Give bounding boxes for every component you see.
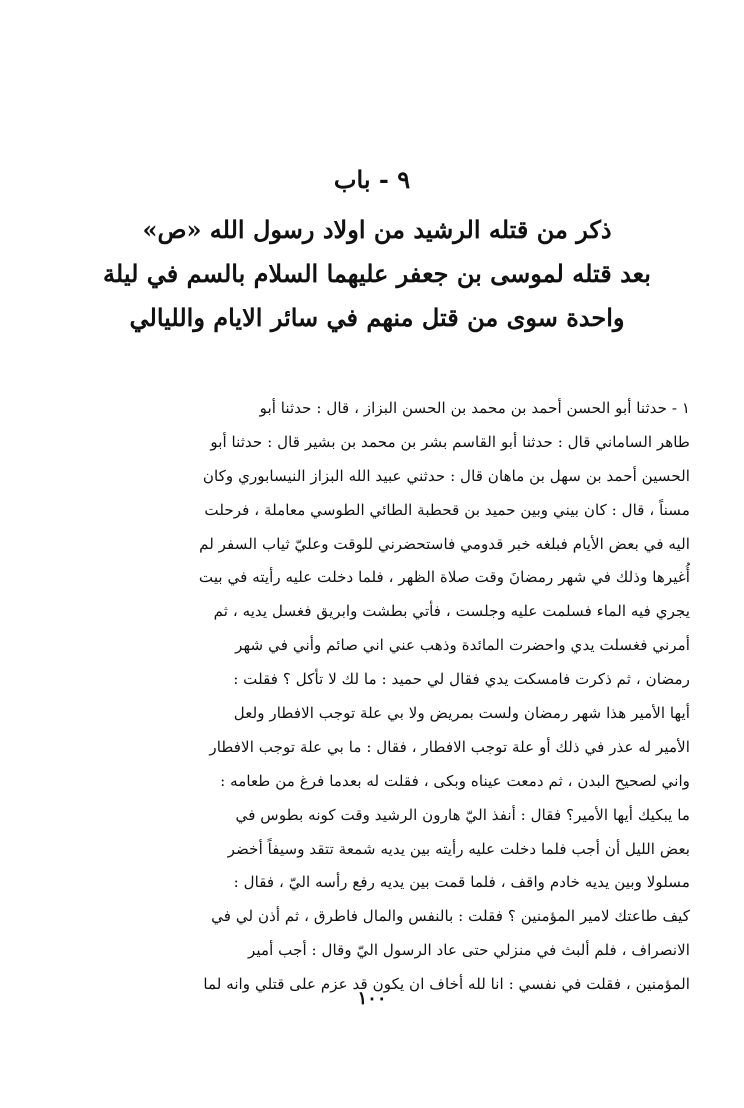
chapter-title-line: ذكر من قتله الرشيد من اولاد رسول الله «ص» [142, 215, 612, 244]
text-line: طاهر الساماني قال : حدثنا أبو القاسم بشر بن محمد بن بشير قال : حدثنا أبو [210, 432, 690, 451]
page-number: ١٠٠ [357, 988, 387, 1009]
text-line: مسناً ، قال : كان بيني وبين حميد بن قحطبة الطائي الطوسي معاملة ، فرحلت [204, 500, 690, 519]
text-line: أُغيرها وذلك في شهر رمضانَ وقت صلاة الظهر ، فلما دخلت عليه رأيته في بيت [198, 568, 690, 587]
text-line: مسلولا وبين يديه خادم واقف ، فلما قمت بين يديه رفع رأسه اليّ ، فقال : [233, 873, 690, 892]
text-line: أيها الأمير هذا شهر رمضان ولست بمريض ولا بي علة توجب الافطار ولعل [233, 704, 690, 723]
text-line: رمضان ، ثم ذكرت فامسكت يدي فقال لي حميد : ما لك لا تأكل ؟ فقلت : [233, 670, 690, 689]
text-line: الأمير له عذر في ذلك أو علة توجب الافطار ، فقال : ما بي علة توجب الافطار [209, 737, 690, 756]
chapter-title [62, 208, 692, 340]
text-line: ما يبكيك أيها الأمير؟ فقال : أنفذ اليّ هارون الرشيد وقت كونه بطوس في [235, 805, 690, 824]
text-line: الحسين أحمد بن سهل بن ماهان قال : حدثني عبيد الله البزاز النيسابوري وكان [202, 466, 690, 485]
text-line: المؤمنين ، فقلت في نفسي : انا لله أخاف ان يكون قد عزم على قتلي وانه لما [203, 975, 690, 994]
body-paragraph [66, 392, 690, 1002]
chapter-number-heading: ٩ - باب [333, 165, 411, 194]
text-line: أمرني فغسلت يدي واحضرت المائدة وذهب عني اني صائم وأني في شهر [235, 636, 690, 655]
text-line: كيف طاعتك لامير المؤمنين ؟ فقلت : بالنفس والمال فاطرق ، ثم أذن لي في [211, 907, 690, 926]
text-line: اليه في بعض الأيام فبلغه خبر قدومي فاستحضرني للوقت وعليّ ثياب السفر لم [199, 534, 690, 553]
text-line: واني لصحيح البدن ، ثم دمعت عيناه وبكى ، فقلت له بعدما فرغ من طعامه : [220, 771, 690, 790]
text-line: ١ - حدثنا أبو الحسن أحمد بن محمد بن الحسن البزاز ، قال : حدثنا أبو [259, 399, 690, 417]
text-line: يجري فيه الماء فسلمت عليه وجلست ، فأتي بطشت وابريق فغسل يديه ، ثم [213, 602, 690, 621]
chapter-title-line: واحدة سوى من قتل منهم في سائر الايام والليالي [129, 303, 625, 332]
text-line: بعض الليل أن أجب فلما دخلت عليه رأيته بين يديه شمعة تتقد وسيفاً أخضر [227, 839, 690, 858]
chapter-title-line: بعد قتله لموسى بن جعفر عليهما السلام بالسم في ليلة [103, 259, 651, 288]
text-line: الانصراف ، فلم ألبث في منزلي حتى عاد الرسول اليّ وقال : أجب أمير [248, 941, 690, 960]
